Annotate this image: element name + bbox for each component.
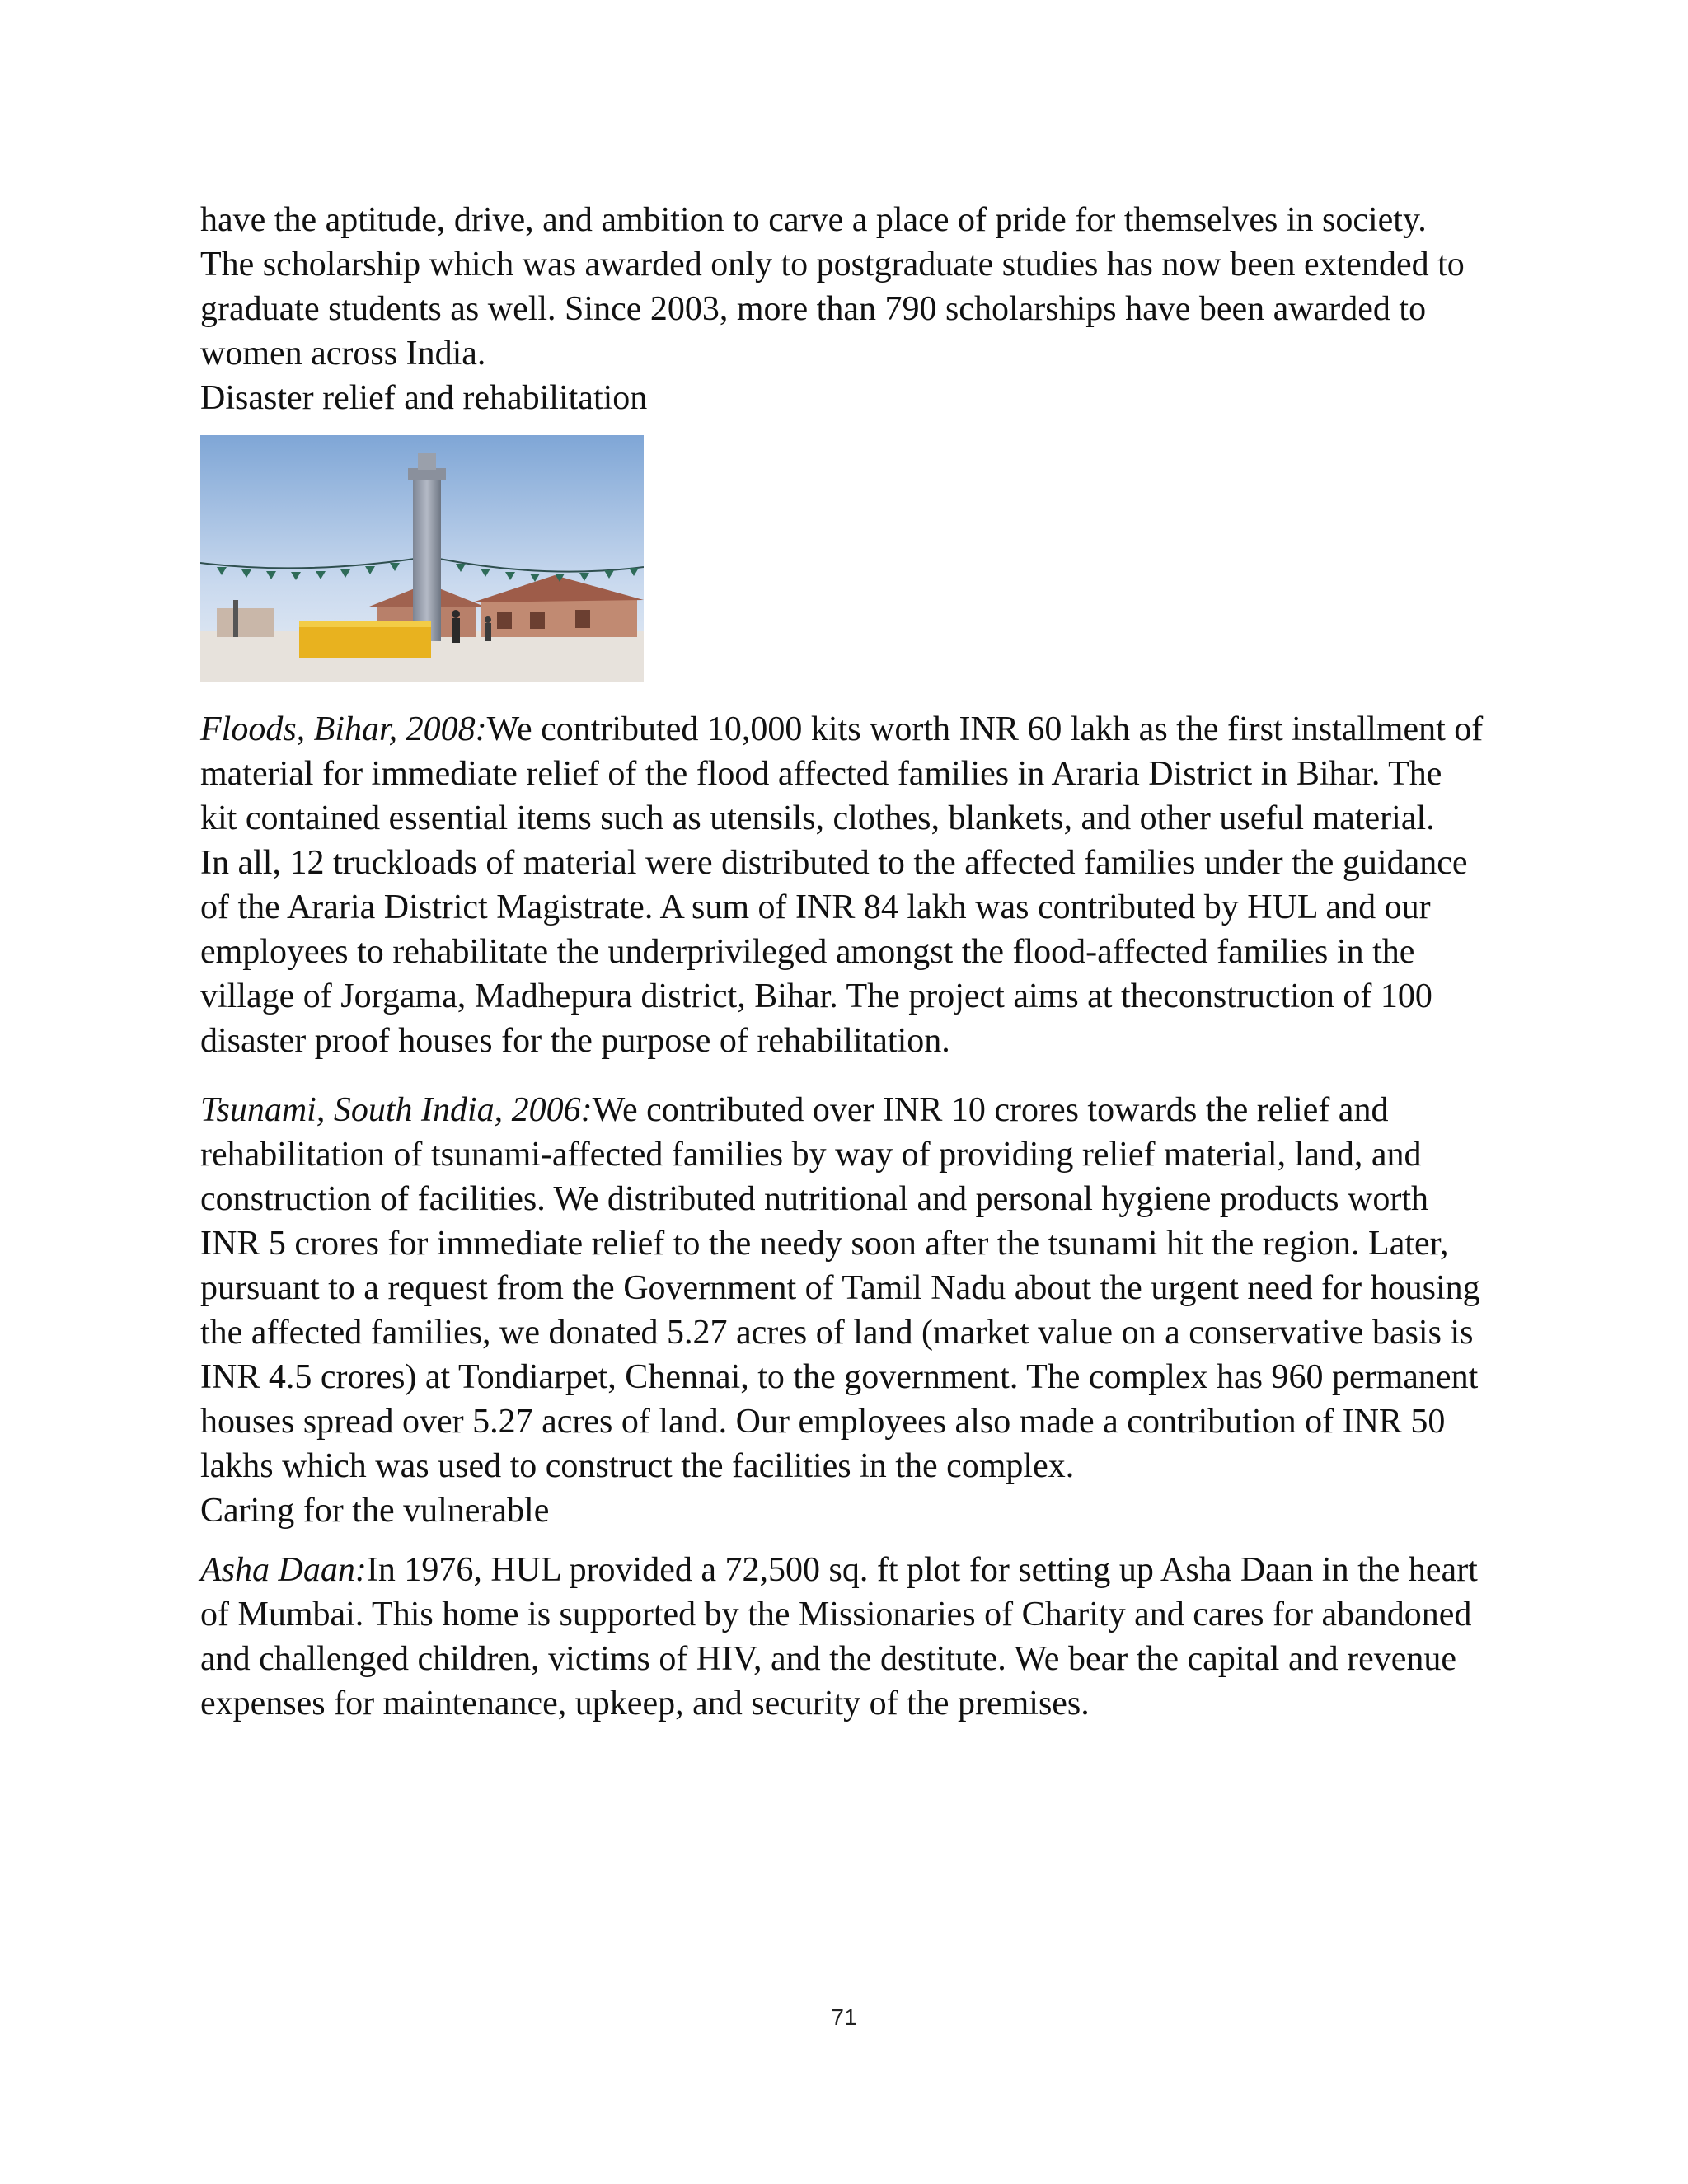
relief-photo (200, 435, 644, 682)
page-content (200, 198, 1486, 1726)
floods-text: We contributed 10,000 kits worth INR 60 lakh as the first installment of material for immediate relief of the flood affected families in Araria District in Bihar. The kit contained essential items such as utensils, clothes, blankets, and other useful material. (200, 710, 1484, 837)
section-heading-caring: Caring for the vulnerable (200, 1492, 550, 1530)
page-number: 71 (831, 2004, 857, 2030)
asha-daan-text: In 1976, HUL provided a 72,500 sq. ft plot for setting up Asha Daan in the heart of Mumbai. This home is supported by the Missionaries of Charity and cares for abandoned and challenged children, victims of HIV, and the destitute. We bear the capital and revenue expenses for maintenance, upkeep, and security of the premises. (200, 1551, 1478, 1722)
floods-paragraph (200, 707, 1486, 841)
asha-daan-lead: Asha Daan: (200, 1551, 367, 1589)
tsunami-paragraph (200, 1088, 1486, 1488)
tsunami-lead: Tsunami, South India, 2006: (200, 1091, 593, 1129)
intro-paragraph: have the aptitude, drive, and ambition to carve a place of pride for themselves in society. The scholarship which was awarded only to postgraduate studies has now been extended to graduate students as well. Since 2003, more than 790 scholarships have been awarded to women across India. (200, 201, 1465, 373)
floods-paragraph-2: In all, 12 truckloads of material were distributed to the affected families under the guidance of the Araria District Magistrate. A sum of INR 84 lakh was contributed by HUL and our employees to rehabilitate the underprivileged amongst the flood-affected families in the village of Jorgama, Madhepura district, Bihar. The project aims at theconstruction of 100 disaster proof houses for the purpose of rehabilitation. (200, 844, 1468, 1060)
tsunami-text: We contributed over INR 10 crores towards the relief and rehabilitation of tsunami-affected families by way of providing relief material, land, and construction of facilities. We distributed nutritional and personal hygiene products worth INR 5 crores for immediate relief to the needy soon after the tsunami hit the region. Later, pursuant to a request from the Government of Tamil Nadu about the urgent need for housing the affected families, we donated 5.27 acres of land (market value on a conservative basis is INR 4.5 crores) at Tondiarpet, Chennai, to the government. The complex has 960 permanent houses spread over 5.27 acres of land. Our employees also made a contribution of INR 50 lakhs which was used to construct the facilities in the complex. (200, 1091, 1480, 1485)
section-heading-disaster: Disaster relief and rehabilitation (200, 379, 648, 417)
floods-lead: Floods, Bihar, 2008: (200, 710, 487, 748)
asha-daan-paragraph (200, 1548, 1486, 1726)
